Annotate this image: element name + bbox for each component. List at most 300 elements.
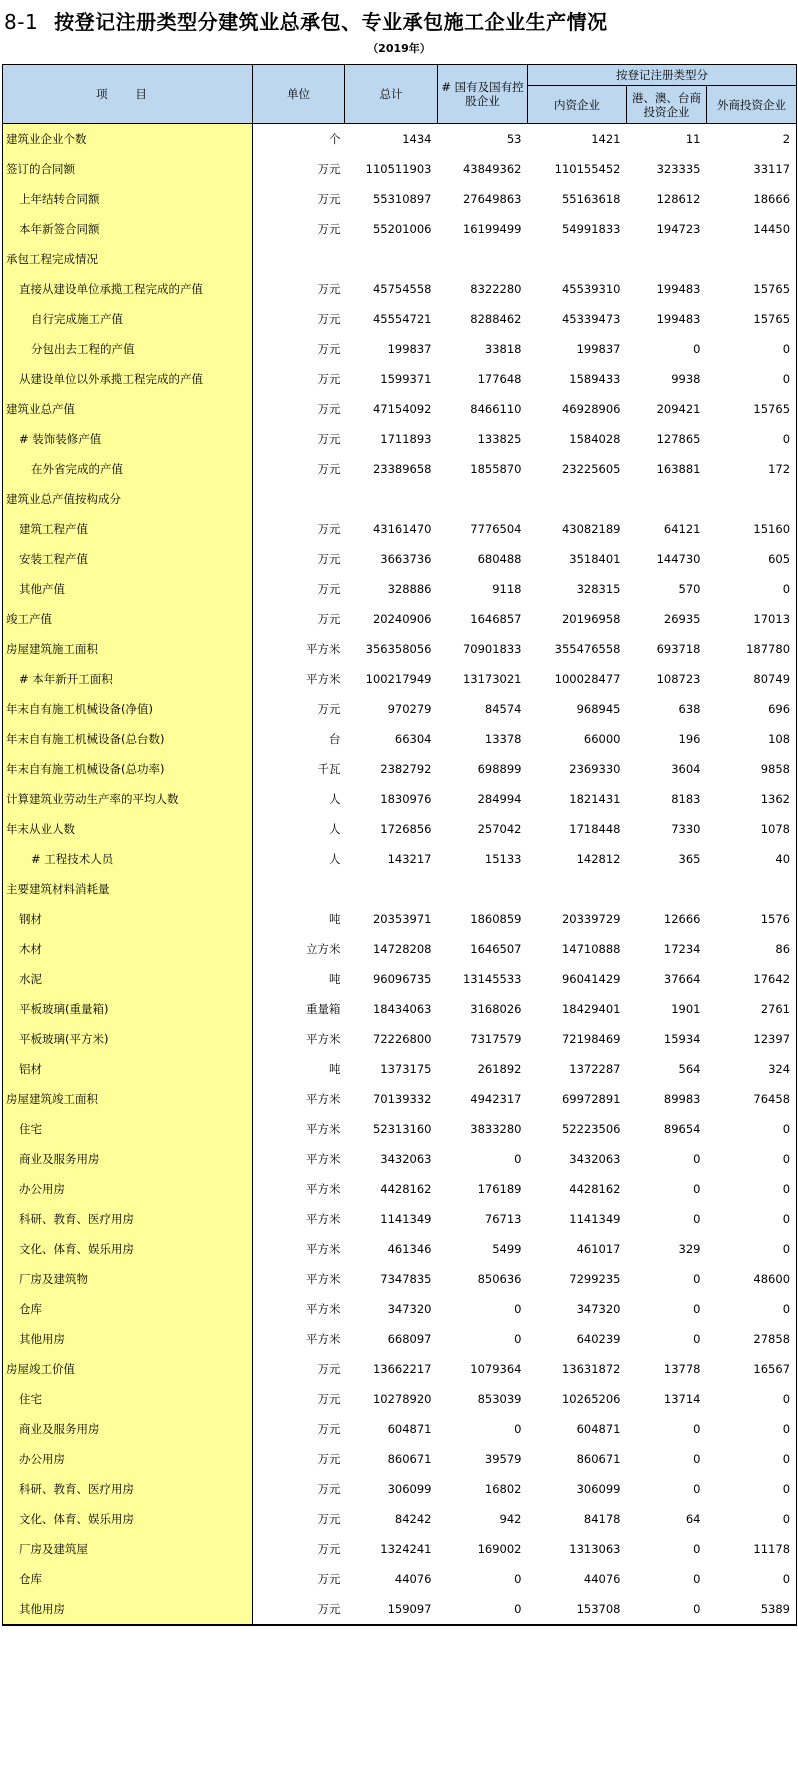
cell-foreign: 15765 bbox=[707, 394, 797, 424]
cell-domestic: 604871 bbox=[576, 1422, 621, 1436]
cell-hk-macao-taiwan: 89983 bbox=[663, 1092, 701, 1106]
cell-hk-macao-taiwan: 570 bbox=[678, 582, 701, 596]
cell-state-owned: 0 bbox=[438, 1594, 528, 1625]
cell-item: 平板玻璃(平方米) bbox=[3, 1024, 253, 1054]
cell-domestic: 968945 bbox=[576, 702, 621, 716]
cell-total: 1434 bbox=[402, 132, 432, 146]
cell-foreign: 11178 bbox=[707, 1534, 797, 1564]
cell-item: 厂房及建筑物 bbox=[3, 1264, 253, 1294]
cell-hk-macao-taiwan: 0 bbox=[693, 1212, 701, 1226]
cell-foreign: 0 bbox=[707, 1474, 797, 1504]
cell-total: 860671 bbox=[387, 1452, 432, 1466]
cell-state-owned: 15133 bbox=[484, 852, 522, 866]
cell-item: 其他用房 bbox=[3, 1594, 253, 1625]
cell-unit: 平方米 bbox=[306, 1332, 341, 1346]
cell-item: 建筑工程产值 bbox=[3, 514, 253, 544]
cell-domestic: 4428162 bbox=[569, 1182, 621, 1196]
cell-item: 住宅 bbox=[3, 1114, 253, 1144]
cell-state-owned: 39579 bbox=[484, 1452, 522, 1466]
cell-state-owned: 698899 bbox=[477, 762, 522, 776]
cell-hk-macao-taiwan: 196 bbox=[678, 732, 701, 746]
cell-total: 3663736 bbox=[380, 552, 432, 566]
cell-item: 铝材 bbox=[3, 1054, 253, 1084]
header-group-registration: 按登记注册类型分 bbox=[528, 65, 797, 86]
cell-foreign: 0 bbox=[707, 1504, 797, 1534]
table-row bbox=[3, 1264, 797, 1294]
cell-item: 年末自有施工机械设备(总功率) bbox=[3, 754, 253, 784]
cell-hk-macao-taiwan: 89654 bbox=[663, 1122, 701, 1136]
cell-unit: 平方米 bbox=[306, 1092, 341, 1106]
table-row bbox=[3, 154, 797, 184]
cell-unit: 万元 bbox=[317, 342, 341, 356]
cell-total: 44076 bbox=[394, 1572, 432, 1586]
cell-domestic: 43082189 bbox=[561, 522, 621, 536]
cell-unit: 万元 bbox=[317, 612, 341, 626]
cell-foreign: 172 bbox=[707, 454, 797, 484]
cell-unit: 万元 bbox=[317, 1572, 341, 1586]
cell-hk-macao-taiwan: 127865 bbox=[656, 432, 701, 446]
cell-foreign: 76458 bbox=[707, 1084, 797, 1114]
cell-foreign: 0 bbox=[707, 1384, 797, 1414]
cell-total: 20240906 bbox=[372, 612, 432, 626]
cell-unit: 吨 bbox=[329, 912, 341, 926]
header-state-owned: # 国有及国有控股企业 bbox=[438, 65, 528, 124]
cell-unit: 万元 bbox=[317, 582, 341, 596]
cell-item: 钢材 bbox=[3, 904, 253, 934]
cell-total: 3432063 bbox=[380, 1152, 432, 1166]
cell-domestic bbox=[528, 874, 627, 904]
cell-hk-macao-taiwan: 0 bbox=[693, 1482, 701, 1496]
table-row bbox=[3, 454, 797, 484]
cell-unit: 平方米 bbox=[306, 1212, 341, 1226]
cell-total: 10278920 bbox=[372, 1392, 432, 1406]
cell-hk-macao-taiwan: 0 bbox=[693, 1542, 701, 1556]
cell-hk-macao-taiwan: 8183 bbox=[671, 792, 701, 806]
cell-item: 房屋建筑竣工面积 bbox=[3, 1084, 253, 1114]
table-row bbox=[3, 604, 797, 634]
cell-domestic: 45339473 bbox=[561, 312, 621, 326]
cell-domestic: 3518401 bbox=[569, 552, 621, 566]
cell-foreign: 0 bbox=[707, 1114, 797, 1144]
cell-hk-macao-taiwan: 0 bbox=[693, 1332, 701, 1346]
cell-foreign: 17013 bbox=[707, 604, 797, 634]
table-row bbox=[3, 1294, 797, 1324]
cell-total: 1599371 bbox=[380, 372, 432, 386]
cell-domestic: 44076 bbox=[583, 1572, 621, 1586]
cell-unit: 平方米 bbox=[306, 1302, 341, 1316]
cell-total: 1373175 bbox=[380, 1062, 432, 1076]
cell-hk-macao-taiwan: 12666 bbox=[663, 912, 701, 926]
cell-item: 木材 bbox=[3, 934, 253, 964]
cell-state-owned: 1646857 bbox=[470, 612, 522, 626]
cell-unit: 重量箱 bbox=[306, 1002, 341, 1016]
cell-domestic: 1313063 bbox=[569, 1542, 621, 1556]
cell-unit: 万元 bbox=[317, 192, 341, 206]
cell-hk-macao-taiwan bbox=[627, 484, 707, 514]
cell-domestic: 1821431 bbox=[569, 792, 621, 806]
table-row bbox=[3, 1534, 797, 1564]
table-row bbox=[3, 1384, 797, 1414]
cell-domestic: 69972891 bbox=[561, 1092, 621, 1106]
cell-unit: 立方米 bbox=[306, 942, 341, 956]
cell-hk-macao-taiwan: 0 bbox=[693, 1272, 701, 1286]
cell-hk-macao-taiwan: 108723 bbox=[656, 672, 701, 686]
cell-domestic: 2369330 bbox=[569, 762, 621, 776]
table-header bbox=[3, 65, 797, 124]
table-row bbox=[3, 1414, 797, 1444]
cell-domestic: 306099 bbox=[576, 1482, 621, 1496]
cell-state-owned: 16802 bbox=[484, 1482, 522, 1496]
cell-item: 安装工程产值 bbox=[3, 544, 253, 574]
cell-hk-macao-taiwan: 0 bbox=[693, 342, 701, 356]
cell-hk-macao-taiwan: 0 bbox=[693, 1422, 701, 1436]
cell-domestic: 1584028 bbox=[569, 432, 621, 446]
cell-state-owned bbox=[438, 244, 528, 274]
cell-foreign: 48600 bbox=[707, 1264, 797, 1294]
cell-foreign: 0 bbox=[707, 1414, 797, 1444]
cell-domestic: 355476558 bbox=[554, 642, 621, 656]
cell-domestic: 1141349 bbox=[569, 1212, 621, 1226]
cell-unit: 平方米 bbox=[306, 1152, 341, 1166]
cell-state-owned: 133825 bbox=[477, 432, 522, 446]
cell-unit: 万元 bbox=[253, 1594, 345, 1625]
cell-state-owned: 284994 bbox=[477, 792, 522, 806]
cell-total: 4428162 bbox=[380, 1182, 432, 1196]
cell-unit: 人 bbox=[329, 852, 341, 866]
cell-state-owned: 33818 bbox=[484, 342, 522, 356]
cell-total: 23389658 bbox=[372, 462, 432, 476]
cell-foreign: 187780 bbox=[707, 634, 797, 664]
cell-domestic: 23225605 bbox=[561, 462, 621, 476]
header-total: 总计 bbox=[345, 65, 438, 124]
table-row bbox=[3, 1474, 797, 1504]
cell-domestic: 3432063 bbox=[569, 1152, 621, 1166]
table-row bbox=[3, 394, 797, 424]
table-row bbox=[3, 1594, 797, 1625]
cell-hk-macao-taiwan: 0 bbox=[693, 1182, 701, 1196]
cell-hk-macao-taiwan: 128612 bbox=[656, 192, 701, 206]
cell-total: 47154092 bbox=[372, 402, 432, 416]
cell-domestic bbox=[528, 244, 627, 274]
table-title-text: 按登记注册类型分建筑业总承包、专业承包施工企业生产情况 bbox=[54, 10, 608, 34]
cell-item: 商业及服务用房 bbox=[3, 1144, 253, 1174]
table-row bbox=[3, 1234, 797, 1264]
table-row bbox=[3, 214, 797, 244]
cell-item: 平板玻璃(重量箱) bbox=[3, 994, 253, 1024]
cell-domestic: 84178 bbox=[583, 1512, 621, 1526]
cell-hk-macao-taiwan: 15934 bbox=[663, 1032, 701, 1046]
cell-unit: 万元 bbox=[317, 1542, 341, 1556]
table-row bbox=[3, 844, 797, 874]
cell-item: 文化、体育、娱乐用房 bbox=[3, 1234, 253, 1264]
cell-state-owned: 16199499 bbox=[462, 222, 522, 236]
cell-unit: 万元 bbox=[317, 222, 341, 236]
cell-state-owned: 9118 bbox=[492, 582, 522, 596]
cell-state-owned: 3833280 bbox=[470, 1122, 522, 1136]
cell-hk-macao-taiwan: 9938 bbox=[671, 372, 701, 386]
cell-state-owned: 1855870 bbox=[470, 462, 522, 476]
cell-hk-macao-taiwan: 37664 bbox=[663, 972, 701, 986]
cell-hk-macao-taiwan: 163881 bbox=[656, 462, 701, 476]
cell-unit: 吨 bbox=[329, 972, 341, 986]
cell-hk-macao-taiwan: 329 bbox=[678, 1242, 701, 1256]
cell-unit: 万元 bbox=[317, 1452, 341, 1466]
cell-state-owned: 13173021 bbox=[462, 672, 522, 686]
table-row bbox=[3, 1444, 797, 1474]
table-row bbox=[3, 304, 797, 334]
cell-domestic: 1718448 bbox=[569, 822, 621, 836]
cell-total bbox=[345, 874, 438, 904]
table-row bbox=[3, 244, 797, 274]
cell-item: 从建设单位以外承揽工程完成的产值 bbox=[3, 364, 253, 394]
cell-state-owned: 13145533 bbox=[462, 972, 522, 986]
cell-hk-macao-taiwan: 0 bbox=[693, 1572, 701, 1586]
table-row bbox=[3, 694, 797, 724]
cell-foreign: 15765 bbox=[707, 274, 797, 304]
cell-item: 其他产值 bbox=[3, 574, 253, 604]
cell-item: 厂房及建筑屋 bbox=[3, 1534, 253, 1564]
cell-domestic: 110155452 bbox=[554, 162, 621, 176]
cell-total: 1324241 bbox=[380, 1542, 432, 1556]
cell-state-owned: 1646507 bbox=[470, 942, 522, 956]
cell-item: 竣工产值 bbox=[3, 604, 253, 634]
cell-total: 84242 bbox=[394, 1512, 432, 1526]
cell-foreign: 2761 bbox=[707, 994, 797, 1024]
cell-total: 2382792 bbox=[380, 762, 432, 776]
cell-unit: 万元 bbox=[317, 432, 341, 446]
cell-hk-macao-taiwan: 638 bbox=[678, 702, 701, 716]
cell-total: 45754558 bbox=[372, 282, 432, 296]
cell-domestic: 347320 bbox=[576, 1302, 621, 1316]
cell-foreign: 0 bbox=[707, 334, 797, 364]
cell-unit: 万元 bbox=[317, 1362, 341, 1376]
table-row bbox=[3, 664, 797, 694]
cell-hk-macao-taiwan: 1901 bbox=[671, 1002, 701, 1016]
table-row bbox=[3, 124, 797, 155]
cell-hk-macao-taiwan: 564 bbox=[678, 1062, 701, 1076]
cell-total: 43161470 bbox=[372, 522, 432, 536]
cell-foreign: 33117 bbox=[707, 154, 797, 184]
cell-total: 970279 bbox=[387, 702, 432, 716]
cell-state-owned: 850636 bbox=[477, 1272, 522, 1286]
cell-domestic: 66000 bbox=[583, 732, 621, 746]
cell-item: 计算建筑业劳动生产率的平均人数 bbox=[3, 784, 253, 814]
cell-foreign: 324 bbox=[707, 1054, 797, 1084]
cell-state-owned: 853039 bbox=[477, 1392, 522, 1406]
cell-state-owned: 8322280 bbox=[470, 282, 522, 296]
cell-domestic: 10265206 bbox=[561, 1392, 621, 1406]
cell-total: 45554721 bbox=[372, 312, 432, 326]
cell-foreign: 27858 bbox=[707, 1324, 797, 1354]
cell-hk-macao-taiwan: 13778 bbox=[663, 1362, 701, 1376]
cell-state-owned bbox=[438, 484, 528, 514]
cell-state-owned: 7776504 bbox=[470, 522, 522, 536]
table-row bbox=[3, 1174, 797, 1204]
cell-foreign: 1576 bbox=[707, 904, 797, 934]
cell-foreign: 0 bbox=[707, 364, 797, 394]
cell-state-owned: 5499 bbox=[492, 1242, 522, 1256]
cell-item: 本年新签合同额 bbox=[3, 214, 253, 244]
cell-total: 1830976 bbox=[380, 792, 432, 806]
table-row bbox=[3, 184, 797, 214]
cell-item: 直接从建设单位承揽工程完成的产值 bbox=[3, 274, 253, 304]
cell-item: 水泥 bbox=[3, 964, 253, 994]
cell-domestic: 13631872 bbox=[561, 1362, 621, 1376]
cell-domestic: 14710888 bbox=[561, 942, 621, 956]
cell-total: 100217949 bbox=[365, 672, 432, 686]
cell-hk-macao-taiwan: 199483 bbox=[656, 282, 701, 296]
cell-state-owned: 1860859 bbox=[470, 912, 522, 926]
table-row bbox=[3, 334, 797, 364]
cell-total: 143217 bbox=[387, 852, 432, 866]
cell-total: 199837 bbox=[387, 342, 432, 356]
table-row bbox=[3, 1504, 797, 1534]
cell-state-owned bbox=[438, 874, 528, 904]
cell-total bbox=[345, 244, 438, 274]
cell-state-owned: 0 bbox=[514, 1302, 522, 1316]
cell-state-owned: 76713 bbox=[484, 1212, 522, 1226]
cell-domestic: 142812 bbox=[576, 852, 621, 866]
cell-unit: 平方米 bbox=[306, 672, 341, 686]
cell-state-owned: 0 bbox=[514, 1572, 522, 1586]
cell-hk-macao-taiwan: 26935 bbox=[663, 612, 701, 626]
table-row bbox=[3, 1114, 797, 1144]
cell-foreign: 0 bbox=[707, 1144, 797, 1174]
cell-total: 96096735 bbox=[372, 972, 432, 986]
table-row bbox=[3, 724, 797, 754]
cell-item: 上年结转合同额 bbox=[3, 184, 253, 214]
cell-unit: 万元 bbox=[317, 402, 341, 416]
cell-domestic: 46928906 bbox=[561, 402, 621, 416]
cell-foreign: 0 bbox=[707, 1204, 797, 1234]
table-row bbox=[3, 274, 797, 304]
header-item: 项 目 bbox=[3, 65, 253, 124]
cell-hk-macao-taiwan: 0 bbox=[693, 1452, 701, 1466]
cell-domestic: 45539310 bbox=[561, 282, 621, 296]
table-row bbox=[3, 424, 797, 454]
cell-state-owned: 257042 bbox=[477, 822, 522, 836]
cell-foreign: 0 bbox=[707, 1444, 797, 1474]
cell-item: 科研、教育、医疗用房 bbox=[3, 1474, 253, 1504]
cell-total: 13662217 bbox=[372, 1362, 432, 1376]
cell-domestic: 96041429 bbox=[561, 972, 621, 986]
cell-total: 70139332 bbox=[372, 1092, 432, 1106]
table-number: 8-1 bbox=[4, 10, 39, 34]
header-hk-macao-taiwan: 港、澳、台商投资企业 bbox=[627, 86, 707, 124]
cell-foreign: 108 bbox=[707, 724, 797, 754]
table-row bbox=[3, 964, 797, 994]
cell-item: # 工程技术人员 bbox=[3, 844, 253, 874]
table-body bbox=[3, 124, 797, 1626]
cell-hk-macao-taiwan: 11 bbox=[685, 132, 701, 146]
table-title bbox=[4, 6, 608, 35]
cell-unit: 千瓦 bbox=[317, 762, 341, 776]
cell-total: 110511903 bbox=[365, 162, 432, 176]
cell-domestic: 18429401 bbox=[561, 1002, 621, 1016]
table-row bbox=[3, 754, 797, 784]
cell-foreign bbox=[707, 484, 797, 514]
cell-unit: 人 bbox=[329, 822, 341, 836]
cell-unit: 万元 bbox=[317, 462, 341, 476]
cell-foreign: 2 bbox=[707, 124, 797, 155]
cell-unit: 平方米 bbox=[306, 1182, 341, 1196]
cell-foreign: 0 bbox=[707, 1564, 797, 1594]
cell-foreign: 5389 bbox=[707, 1594, 797, 1625]
cell-total: 461346 bbox=[387, 1242, 432, 1256]
cell-unit: 吨 bbox=[329, 1062, 341, 1076]
cell-item: 房屋竣工价值 bbox=[3, 1354, 253, 1384]
table-row bbox=[3, 1204, 797, 1234]
cell-total: 668097 bbox=[387, 1332, 432, 1346]
cell-hk-macao-taiwan bbox=[627, 874, 707, 904]
cell-foreign bbox=[707, 874, 797, 904]
cell-total: 7347835 bbox=[380, 1272, 432, 1286]
header-foreign: 外商投资企业 bbox=[707, 86, 797, 124]
cell-item: 科研、教育、医疗用房 bbox=[3, 1204, 253, 1234]
cell-item: 年末自有施工机械设备(净值) bbox=[3, 694, 253, 724]
cell-foreign: 696 bbox=[707, 694, 797, 724]
cell-unit bbox=[253, 484, 345, 514]
cell-foreign bbox=[707, 244, 797, 274]
cell-foreign: 0 bbox=[707, 1174, 797, 1204]
cell-item: 建筑业总产值按构成分 bbox=[3, 484, 253, 514]
cell-foreign: 17642 bbox=[707, 964, 797, 994]
cell-domestic: 199837 bbox=[576, 342, 621, 356]
cell-item: # 装饰装修产值 bbox=[3, 424, 253, 454]
cell-total: 14728208 bbox=[372, 942, 432, 956]
table-row bbox=[3, 784, 797, 814]
cell-total: 66304 bbox=[394, 732, 432, 746]
table-row bbox=[3, 934, 797, 964]
cell-unit: 平方米 bbox=[306, 1272, 341, 1286]
cell-state-owned: 261892 bbox=[477, 1062, 522, 1076]
cell-state-owned: 177648 bbox=[477, 372, 522, 386]
cell-foreign: 15765 bbox=[707, 304, 797, 334]
cell-domestic: 640239 bbox=[576, 1332, 621, 1346]
cell-foreign: 0 bbox=[707, 574, 797, 604]
cell-item: 住宅 bbox=[3, 1384, 253, 1414]
cell-total: 347320 bbox=[387, 1302, 432, 1316]
cell-hk-macao-taiwan: 199483 bbox=[656, 312, 701, 326]
cell-item: 在外省完成的产值 bbox=[3, 454, 253, 484]
cell-item: 主要建筑材料消耗量 bbox=[3, 874, 253, 904]
cell-item: 自行完成施工产值 bbox=[3, 304, 253, 334]
cell-total: 18434063 bbox=[372, 1002, 432, 1016]
table-subtitle: （2019年） bbox=[367, 42, 431, 55]
cell-foreign: 1362 bbox=[707, 784, 797, 814]
cell-hk-macao-taiwan: 144730 bbox=[656, 552, 701, 566]
cell-state-owned: 4942317 bbox=[470, 1092, 522, 1106]
cell-item: 房屋建筑施工面积 bbox=[3, 634, 253, 664]
cell-item: 其他用房 bbox=[3, 1324, 253, 1354]
cell-domestic: 20339729 bbox=[561, 912, 621, 926]
cell-domestic: 1421 bbox=[591, 132, 621, 146]
cell-total: 72226800 bbox=[372, 1032, 432, 1046]
cell-hk-macao-taiwan: 7330 bbox=[671, 822, 701, 836]
cell-unit: 台 bbox=[329, 732, 341, 746]
cell-total: 159097 bbox=[345, 1594, 438, 1625]
cell-hk-macao-taiwan: 0 bbox=[627, 1594, 707, 1625]
cell-domestic: 52223506 bbox=[561, 1122, 621, 1136]
cell-foreign: 0 bbox=[707, 1234, 797, 1264]
cell-state-owned: 7317579 bbox=[470, 1032, 522, 1046]
cell-unit: 万元 bbox=[317, 312, 341, 326]
cell-item: 仓库 bbox=[3, 1294, 253, 1324]
table-row bbox=[3, 814, 797, 844]
cell-unit: 平方米 bbox=[306, 1122, 341, 1136]
cell-unit bbox=[253, 244, 345, 274]
cell-item: 文化、体育、娱乐用房 bbox=[3, 1504, 253, 1534]
